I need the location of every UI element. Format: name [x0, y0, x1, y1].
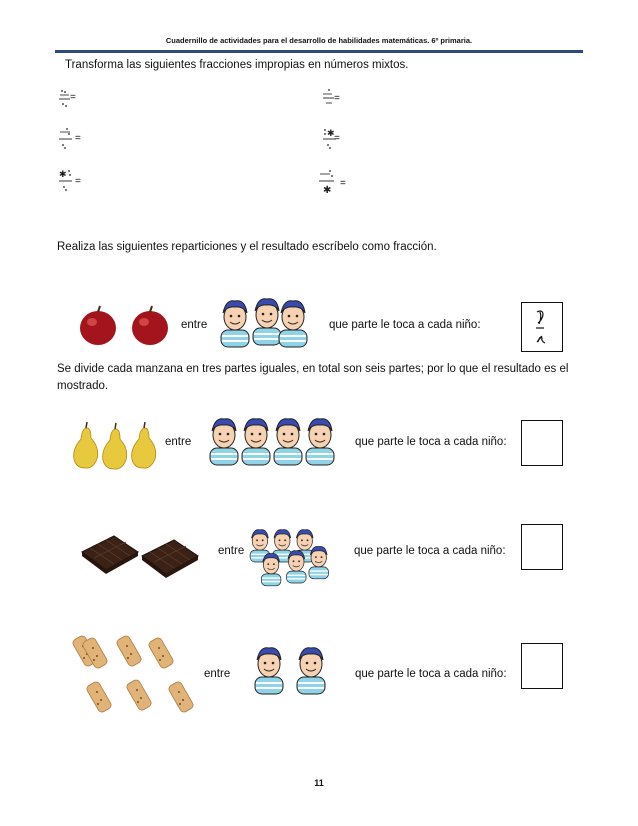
pears-image — [73, 424, 163, 470]
question-label-1: que parte le toca a cada niño: — [329, 319, 481, 331]
fraction-2 — [58, 126, 74, 155]
chocolate-image — [78, 530, 203, 580]
question-label-2: que parte le toca a cada niño: — [355, 436, 507, 448]
fraction-3-glyphs — [58, 168, 74, 194]
fraction-2-glyphs — [58, 126, 74, 152]
fraction-3 — [58, 168, 74, 197]
question-label-4: que parte le toca a cada niño: — [355, 668, 507, 680]
entre-label-3: entre — [218, 545, 245, 557]
entre-label-2: entre — [165, 436, 192, 448]
page-number: 11 — [314, 778, 324, 788]
answer-box-4[interactable] — [521, 643, 563, 689]
entre-label-4: entre — [204, 668, 231, 680]
question-label-3: que parte le toca a cada niño: — [354, 545, 506, 557]
fraction-3-equals: = — [75, 176, 81, 187]
children-group-1 — [218, 297, 328, 349]
document-header: Cuadernillo de actividades para el desarrollo de habilidades matemáticas. 6º primaria. — [165, 36, 473, 45]
answer-box-3[interactable] — [521, 524, 563, 570]
children-group-4 — [252, 644, 332, 696]
exercise1-instruction: Transforma las siguientes fracciones impropias en números mixtos. — [65, 59, 409, 71]
fraction-4-equals: = — [334, 93, 340, 104]
header-rule — [55, 50, 583, 53]
fraction-1-equals: = — [70, 92, 76, 103]
fraction-6-glyphs — [318, 168, 336, 196]
handwritten-answer — [522, 303, 562, 351]
svg-text:✱: ✱ — [327, 129, 335, 139]
exercise2-instruction: Realiza las siguientes reparticiones y el resultado escríbelo como fracción. — [57, 241, 437, 253]
apple-icon — [132, 306, 168, 345]
answer-box-1[interactable] — [521, 302, 563, 352]
apple-icon — [80, 306, 116, 345]
svg-text:✱: ✱ — [59, 170, 67, 180]
entre-label-1: entre — [181, 319, 208, 331]
apples-image — [78, 305, 178, 349]
cookies-image — [78, 636, 208, 722]
svg-text:✱: ✱ — [323, 185, 332, 196]
children-group-2 — [207, 415, 347, 467]
answer-box-2[interactable] — [521, 420, 563, 466]
children-group-3 — [248, 527, 348, 589]
fraction-2-equals: = — [75, 133, 81, 144]
fraction-6-equals: = — [340, 178, 346, 189]
fraction-5-equals: = — [334, 133, 340, 144]
fraction-6 — [318, 168, 336, 199]
explanation-text: Se divide cada manzana en tres partes iguales, en total son seis partes; por lo que el resultado es el mostrado. — [57, 363, 569, 392]
